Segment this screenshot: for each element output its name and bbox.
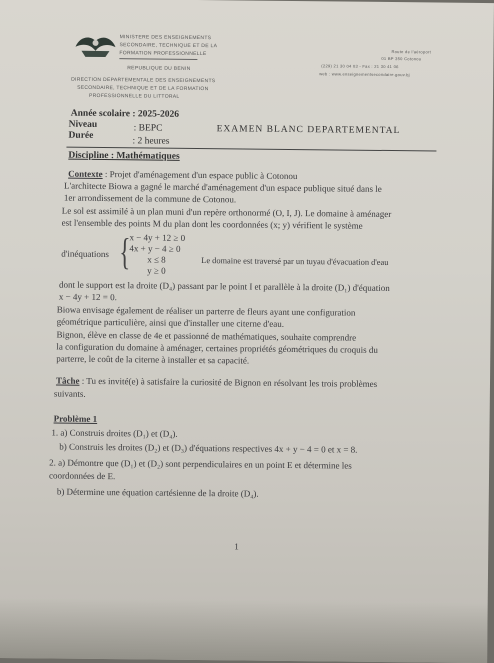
school-year: Année scolaire : 2025-2026: [70, 108, 180, 120]
system-eq-1: x − 4y + 12 ≥ 0: [129, 232, 186, 243]
direction-line-3: PROFESSIONNELLE DU LITTORAL: [88, 92, 180, 100]
phone-line: (229) 21 30 04 03 - Fax : 21 30 41 06: [321, 63, 399, 70]
context2-line-6: la configuration du domaine à aménager, certaines propriétés géométriques du croquis du: [56, 341, 378, 355]
context-line-3: Le sol est assimilé à un plan muni d'un repère orthonormé (O, I, J). Le domaine à aménager: [61, 205, 392, 220]
context-line-2: 1er arrondissement de la commune de Cotonou.: [63, 192, 237, 205]
address-line-1: Route de l'aéroport: [391, 49, 432, 55]
problem1-item-2a-cont: coordonnées de E.: [48, 470, 116, 482]
direction-line-1: DIRECTION DEPARTEMENTALE DES ENSEIGNEMENTS: [71, 76, 216, 85]
context2-line-3: Biowa envisage également de réaliser un parterre de fleurs ayant une configuration: [56, 304, 356, 318]
context2-line-4: géométrique particulière, ainsi que d'installer une citerne d'eau.: [56, 316, 285, 329]
ministry-line-2: SECONDAIRE, TECHNIQUE ET DE LA: [119, 42, 218, 50]
context-line-4: est l'ensemble des points M du plan dont les coordonnées (x; y) vérifient le système: [61, 217, 363, 231]
task-line-1: [56, 375, 377, 390]
problem1-item-2b: b) Détermine une équation cartésienne de la droite (D₄).: [56, 486, 259, 499]
ministry-logo: [71, 33, 117, 59]
context-line-1: L'architecte Biowa a gagné le marché d'aménagement d'un espace publique situé dans le: [63, 180, 382, 194]
level-label: Niveau: [68, 119, 98, 130]
direction-line-2: SECONDAIRE, TECHNIQUE ET DE LA FORMATION: [77, 84, 209, 93]
task-text: : Tu es invité(e) à satisfaire la curiosité de Bignon en résolvant les trois problèmes: [79, 375, 378, 389]
ministry-line-3: FORMATION PROFESSIONNELLE: [119, 50, 207, 58]
context2-line-2: x − 4y + 12 = 0.: [58, 291, 117, 303]
bottom-shadow: [0, 598, 488, 663]
problem1-item-1a: 1. a) Construis droites (D₁) et (D₄).: [51, 427, 178, 439]
task-line-2: suivants.: [53, 388, 86, 399]
problem1-item-1b: b) Construis les droites (D₂) et (D₃) d'équations respectives 4x + y − 4 = 0 et x = 8.: [59, 441, 358, 455]
address-line-2: 01 BP 350 Cotonou: [381, 55, 422, 62]
problem1-title: Problème 1: [53, 413, 98, 424]
system-eq-3: x ≤ 8: [147, 254, 166, 265]
system-label: d'inéquations: [61, 248, 110, 260]
system-eq-2: 4x + y − 4 ≥ 0: [129, 243, 181, 254]
page-number: 1: [234, 541, 239, 552]
ministry-underline: [119, 58, 197, 60]
exam-title: EXAMEN BLANC DEPARTEMENTAL: [216, 124, 401, 137]
ministry-line-1: MINISTERE DES ENSEIGNEMENTS: [119, 34, 212, 42]
system-eq-4: y ≥ 0: [147, 265, 166, 276]
system-after: Le domaine est traversé par un tuyau d'évacuation d'eau: [201, 256, 389, 268]
problem1-item-2a: 2. a) Démontre que (D₁) et (D₂) sont perpendiculaires en un point E et détermine les: [49, 457, 352, 471]
context2-line-1: dont le support est la droite (D₄) passant par le point I et parallèle à la droite (D₁) d'équation: [58, 279, 390, 294]
task-label: Tâche: [55, 375, 80, 386]
context2-line-7: parterre, le coût de la citerne à installer et sa capacité.: [56, 353, 250, 366]
context-title: : Projet d'aménagement d'un espace public à Cotonou: [102, 169, 298, 182]
web-line: web : www.enseignementsecondaire.gouv.bj: [319, 71, 410, 78]
context2-line-5: Bignon, élève en classe de 4e et passionné de mathématiques, souhaite comprendre: [56, 329, 357, 343]
discipline: Discipline : Mathématiques: [68, 150, 180, 162]
republic-label: REPUBLIQUE DU BENIN: [127, 65, 191, 72]
context-label: Contexte: [68, 168, 103, 180]
system-brace: {: [119, 231, 131, 274]
duration-label: Durée: [68, 130, 94, 141]
duration-value: : 2 heures: [132, 136, 170, 147]
level-value: : BEPC: [133, 123, 163, 134]
